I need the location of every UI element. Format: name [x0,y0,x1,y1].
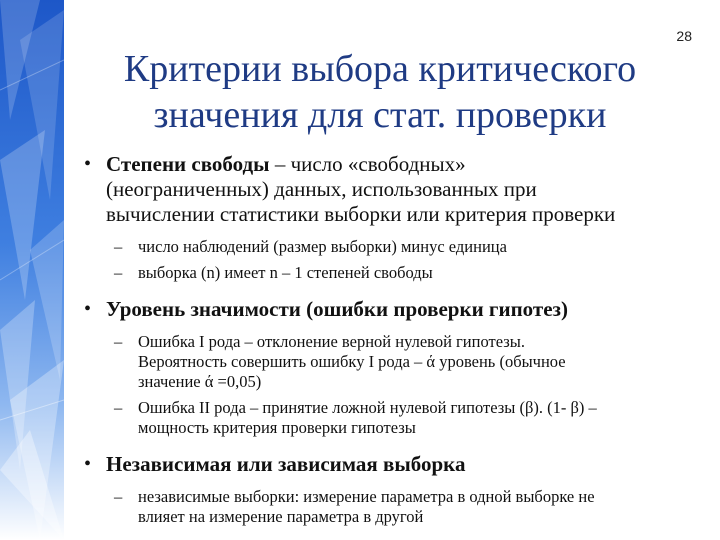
slide-title [100,46,660,138]
slide-content [80,148,700,527]
bullet-text-line: (неограниченных) данных, использованных при [106,177,537,201]
bullet-text: – число «свободных» [269,152,466,176]
sub-bullet [80,237,700,257]
dash-marker: – [114,332,123,351]
sub-bullet-text: независимые выборки: измерение параметра в одной выборке не [138,487,595,506]
decorative-sidebar [0,0,64,540]
sub-bullet [80,263,700,283]
bullet-heading: Уровень значимости (ошибки проверки гипотез) [106,297,568,321]
sub-bullet-text: выборка (n) имеет n – 1 степеней свободы [138,263,433,282]
title-line-2: значения для стат. проверки [153,94,607,136]
bullet-marker: • [84,153,92,175]
bullet-text-line: вычислении статистики выборки или критерия проверки [106,202,616,226]
dash-marker: – [114,487,123,506]
dash-marker: – [114,237,123,256]
bullet-heading: Независимая или зависимая выборка [106,452,466,476]
sub-bullet-text: значение ά =0,05) [138,372,262,391]
sub-bullet-text: Ошибка I рода – отклонение верной нулевой гипотезы. [138,332,525,351]
sub-bullet-text: мощность критерия проверки гипотезы [138,418,416,437]
bullet-sample-type [80,452,700,477]
slide-number: 28 [676,28,692,44]
sub-bullet-text: Вероятность совершить ошибку I рода – ά уровень (обычное [138,352,566,371]
dash-marker: – [114,398,123,417]
sub-bullet-text: число наблюдений (размер выборки) минус единица [138,237,507,256]
sub-bullet [80,398,700,438]
sub-bullet [80,487,700,527]
dash-marker: – [114,263,123,282]
bullet-degrees-of-freedom [80,152,700,227]
bullet-marker: • [84,453,92,475]
sub-bullet-text: влияет на измерение параметра в другой [138,507,424,526]
bullet-significance-level [80,297,700,322]
sidebar-pattern-graphic [0,0,64,540]
sub-bullet [80,332,700,392]
title-line-1: Критерии выбора критического [123,48,637,90]
sub-bullet-text: Ошибка II рода – принятие ложной нулевой гипотезы (β). (1- β) – [138,398,597,417]
bullet-marker: • [84,298,92,320]
bullet-heading: Степени свободы [106,152,270,176]
